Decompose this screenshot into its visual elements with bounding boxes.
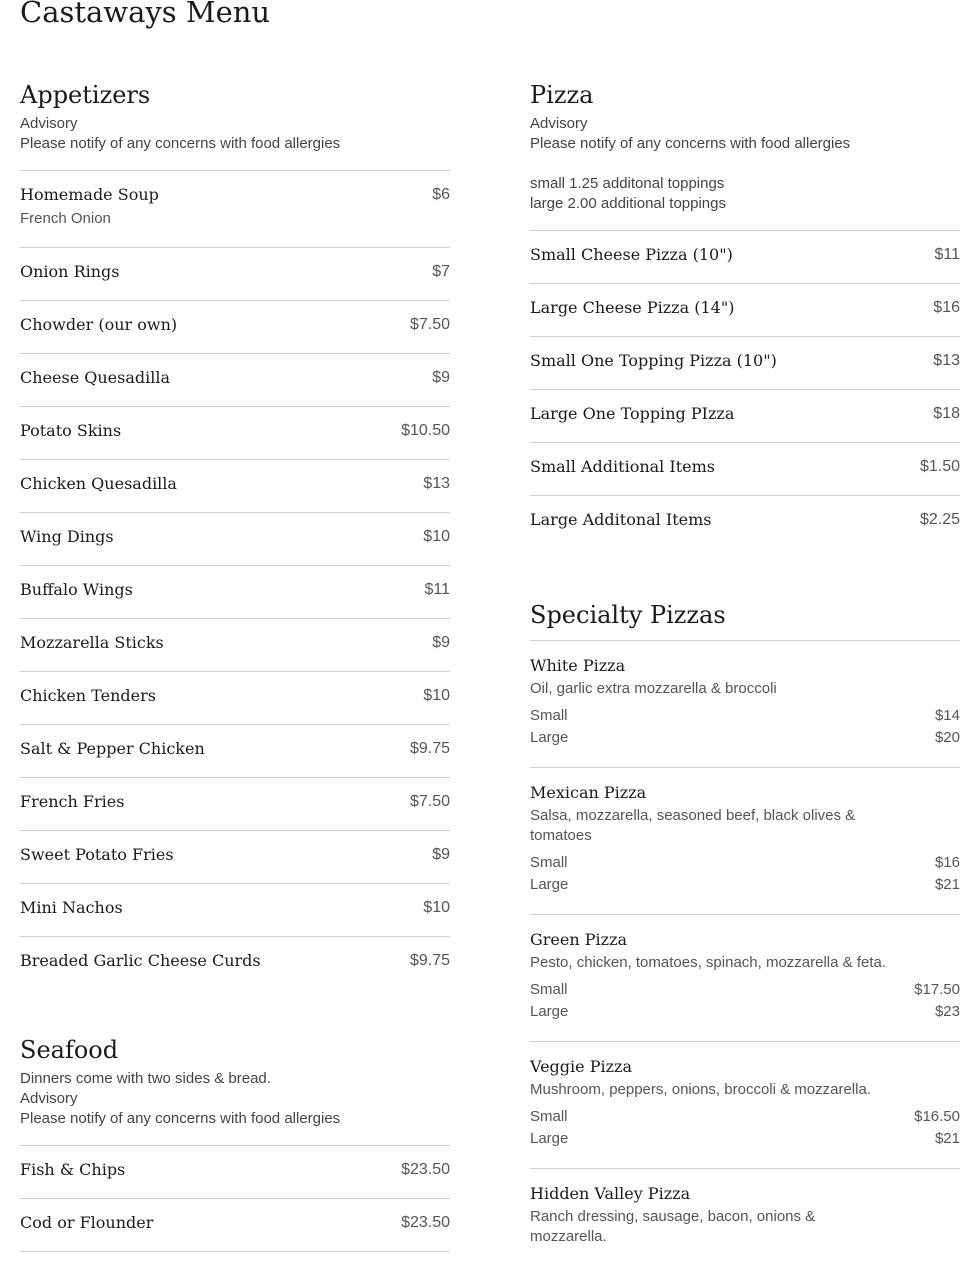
item-description: Pesto, chicken, tomatoes, spinach, mozzarella & feta. [530, 954, 887, 971]
item-name: Cheese Quesadilla [20, 368, 171, 387]
size-row-large [530, 1001, 960, 1023]
item-price: $18 [933, 405, 960, 422]
item-name: Mozzarella Sticks [20, 633, 164, 652]
item-price: $1.50 [919, 458, 960, 475]
item-name: Cod or Flounder [20, 1213, 154, 1232]
item-name: Salt & Pepper Chicken [20, 739, 205, 758]
size-price: $14 [934, 707, 960, 724]
size-row-large [530, 1128, 960, 1150]
pizza-toppings-small-note: small 1.25 additonal toppings [530, 175, 725, 192]
pizza-toppings-large-note: large 2.00 additional toppings [530, 195, 726, 212]
size-price: $23 [934, 1003, 960, 1020]
menu-item [20, 460, 450, 513]
menu-item [20, 513, 450, 566]
size-label: Large [530, 729, 569, 746]
item-name: Veggie Pizza [530, 1057, 632, 1076]
seafood-section [20, 1035, 450, 1252]
item-name: Chicken Tenders [20, 686, 156, 705]
size-label: Small [530, 854, 568, 871]
pizza-title: Pizza [530, 81, 594, 109]
item-name: Potato Skins [20, 421, 122, 440]
item-name: Fish & Chips [20, 1160, 126, 1179]
menu-item [530, 390, 960, 443]
size-row-large [530, 874, 960, 896]
pizza-advisory: Advisory [530, 115, 588, 132]
menu-item [20, 672, 450, 725]
appetizers-section [20, 80, 450, 989]
item-name: Sweet Potato Fries [20, 845, 174, 864]
item-description: French Onion [20, 210, 111, 227]
menu-item [20, 884, 450, 937]
menu-item [530, 284, 960, 337]
size-price: $16 [934, 854, 960, 871]
size-row-small [530, 705, 960, 727]
item-name: Small Additional Items [530, 457, 715, 476]
size-prices [530, 979, 960, 1023]
item-price: $6 [432, 186, 450, 203]
seafood-title: Seafood [20, 1036, 119, 1064]
item-price: $9.75 [409, 952, 450, 969]
appetizers-allergy-note: Please notify of any concerns with food allergies [20, 135, 341, 152]
item-name: Wing Dings [20, 527, 114, 546]
item-price: $10 [423, 899, 450, 916]
appetizers-advisory: Advisory [20, 115, 78, 132]
size-row-large [530, 727, 960, 749]
size-label: Small [530, 707, 568, 724]
item-price: $23.50 [401, 1161, 450, 1178]
item-name: Chicken Quesadilla [20, 474, 177, 493]
item-description: Oil, garlic extra mozzarella & broccoli [530, 680, 777, 697]
menu-item [20, 831, 450, 884]
size-price: $20 [934, 729, 960, 746]
size-label: Small [530, 981, 568, 998]
menu-item [20, 1199, 450, 1252]
menu-item [20, 407, 450, 460]
menu-item [20, 1146, 450, 1199]
item-name: Small One Topping Pizza (10") [530, 351, 777, 370]
menu-item [20, 301, 450, 354]
seafood-intro: Dinners come with two sides & bread. [20, 1070, 271, 1087]
specialty-item [530, 641, 960, 768]
item-name: Green Pizza [530, 930, 628, 949]
size-prices [530, 705, 960, 749]
item-name: Chowder (our own) [20, 315, 178, 334]
appetizers-title: Appetizers [20, 81, 151, 109]
item-price: $9 [432, 369, 450, 386]
item-name: Mini Nachos [20, 898, 123, 917]
menu-item [20, 248, 450, 301]
menu-item [20, 725, 450, 778]
menu-item [20, 937, 450, 989]
item-price: $13 [423, 475, 450, 492]
menu-item [530, 443, 960, 496]
size-label: Large [530, 876, 569, 893]
item-price: $7 [432, 263, 450, 280]
left-column [20, 80, 450, 1252]
item-name: Hidden Valley Pizza [530, 1184, 691, 1203]
item-price: $9 [432, 634, 450, 651]
item-name: Breaded Garlic Cheese Curds [20, 951, 261, 970]
item-price: $13 [933, 352, 960, 369]
item-price: $9.75 [409, 740, 450, 757]
pizza-allergy-note: Please notify of any concerns with food allergies [530, 135, 851, 152]
menu-item [20, 171, 450, 248]
item-description: Ranch dressing, sausage, bacon, onions & mozzarella. [530, 1208, 816, 1245]
item-name: French Fries [20, 792, 125, 811]
item-name: Buffalo Wings [20, 580, 133, 599]
item-description: Salsa, mozzarella, seasoned beef, black olives & tomatoes [530, 807, 856, 844]
item-price: $23.50 [401, 1214, 450, 1231]
menu-item [530, 231, 960, 284]
size-label: Large [530, 1003, 569, 1020]
size-price: $16.50 [914, 1108, 960, 1125]
item-price: $10 [423, 687, 450, 704]
specialty-item [530, 768, 960, 915]
menu-item [530, 496, 960, 548]
item-price: $7.50 [409, 793, 450, 810]
item-name: Large One Topping PIzza [530, 404, 735, 423]
item-price: $7.50 [409, 316, 450, 333]
item-name: Large Additonal Items [530, 510, 712, 529]
item-price: $9 [432, 846, 450, 863]
size-prices [530, 852, 960, 896]
item-price: $16 [933, 299, 960, 316]
seafood-allergy-note: Please notify of any concerns with food allergies [20, 1110, 341, 1127]
specialty-pizzas-title: Specialty Pizzas [530, 601, 726, 629]
size-price: $21 [934, 876, 960, 893]
size-row-small [530, 979, 960, 1001]
item-price: $11 [934, 246, 960, 263]
seafood-advisory: Advisory [20, 1090, 78, 1107]
pizza-section [530, 80, 960, 548]
specialty-item [530, 915, 960, 1042]
size-label: Large [530, 1130, 569, 1147]
right-column [530, 80, 960, 1265]
item-name: Homemade Soup [20, 185, 159, 204]
menu-item [530, 337, 960, 390]
item-name: Mexican Pizza [530, 783, 647, 802]
item-price: $11 [424, 581, 450, 598]
item-price: $10.50 [401, 422, 450, 439]
size-price: $21 [934, 1130, 960, 1147]
size-row-small [530, 1106, 960, 1128]
specialty-item [530, 1169, 960, 1265]
size-price: $17.50 [914, 981, 960, 998]
size-row-small [530, 852, 960, 874]
item-description: Mushroom, peppers, onions, broccoli & mozzarella. [530, 1081, 871, 1098]
item-price: $2.25 [919, 511, 960, 528]
menu-item [20, 619, 450, 672]
size-label: Small [530, 1108, 568, 1125]
item-name: White Pizza [530, 656, 626, 675]
menu-item [20, 566, 450, 619]
item-name: Large Cheese Pizza (14") [530, 298, 735, 317]
size-prices [530, 1106, 960, 1150]
page-title: Castaways Menu [20, 0, 271, 29]
item-name: Small Cheese Pizza (10") [530, 245, 733, 264]
menu-item [20, 778, 450, 831]
item-price: $10 [423, 528, 450, 545]
menu-item [20, 354, 450, 407]
specialty-item [530, 1042, 960, 1169]
item-name: Onion Rings [20, 262, 120, 281]
specialty-pizzas-section [530, 600, 960, 1265]
